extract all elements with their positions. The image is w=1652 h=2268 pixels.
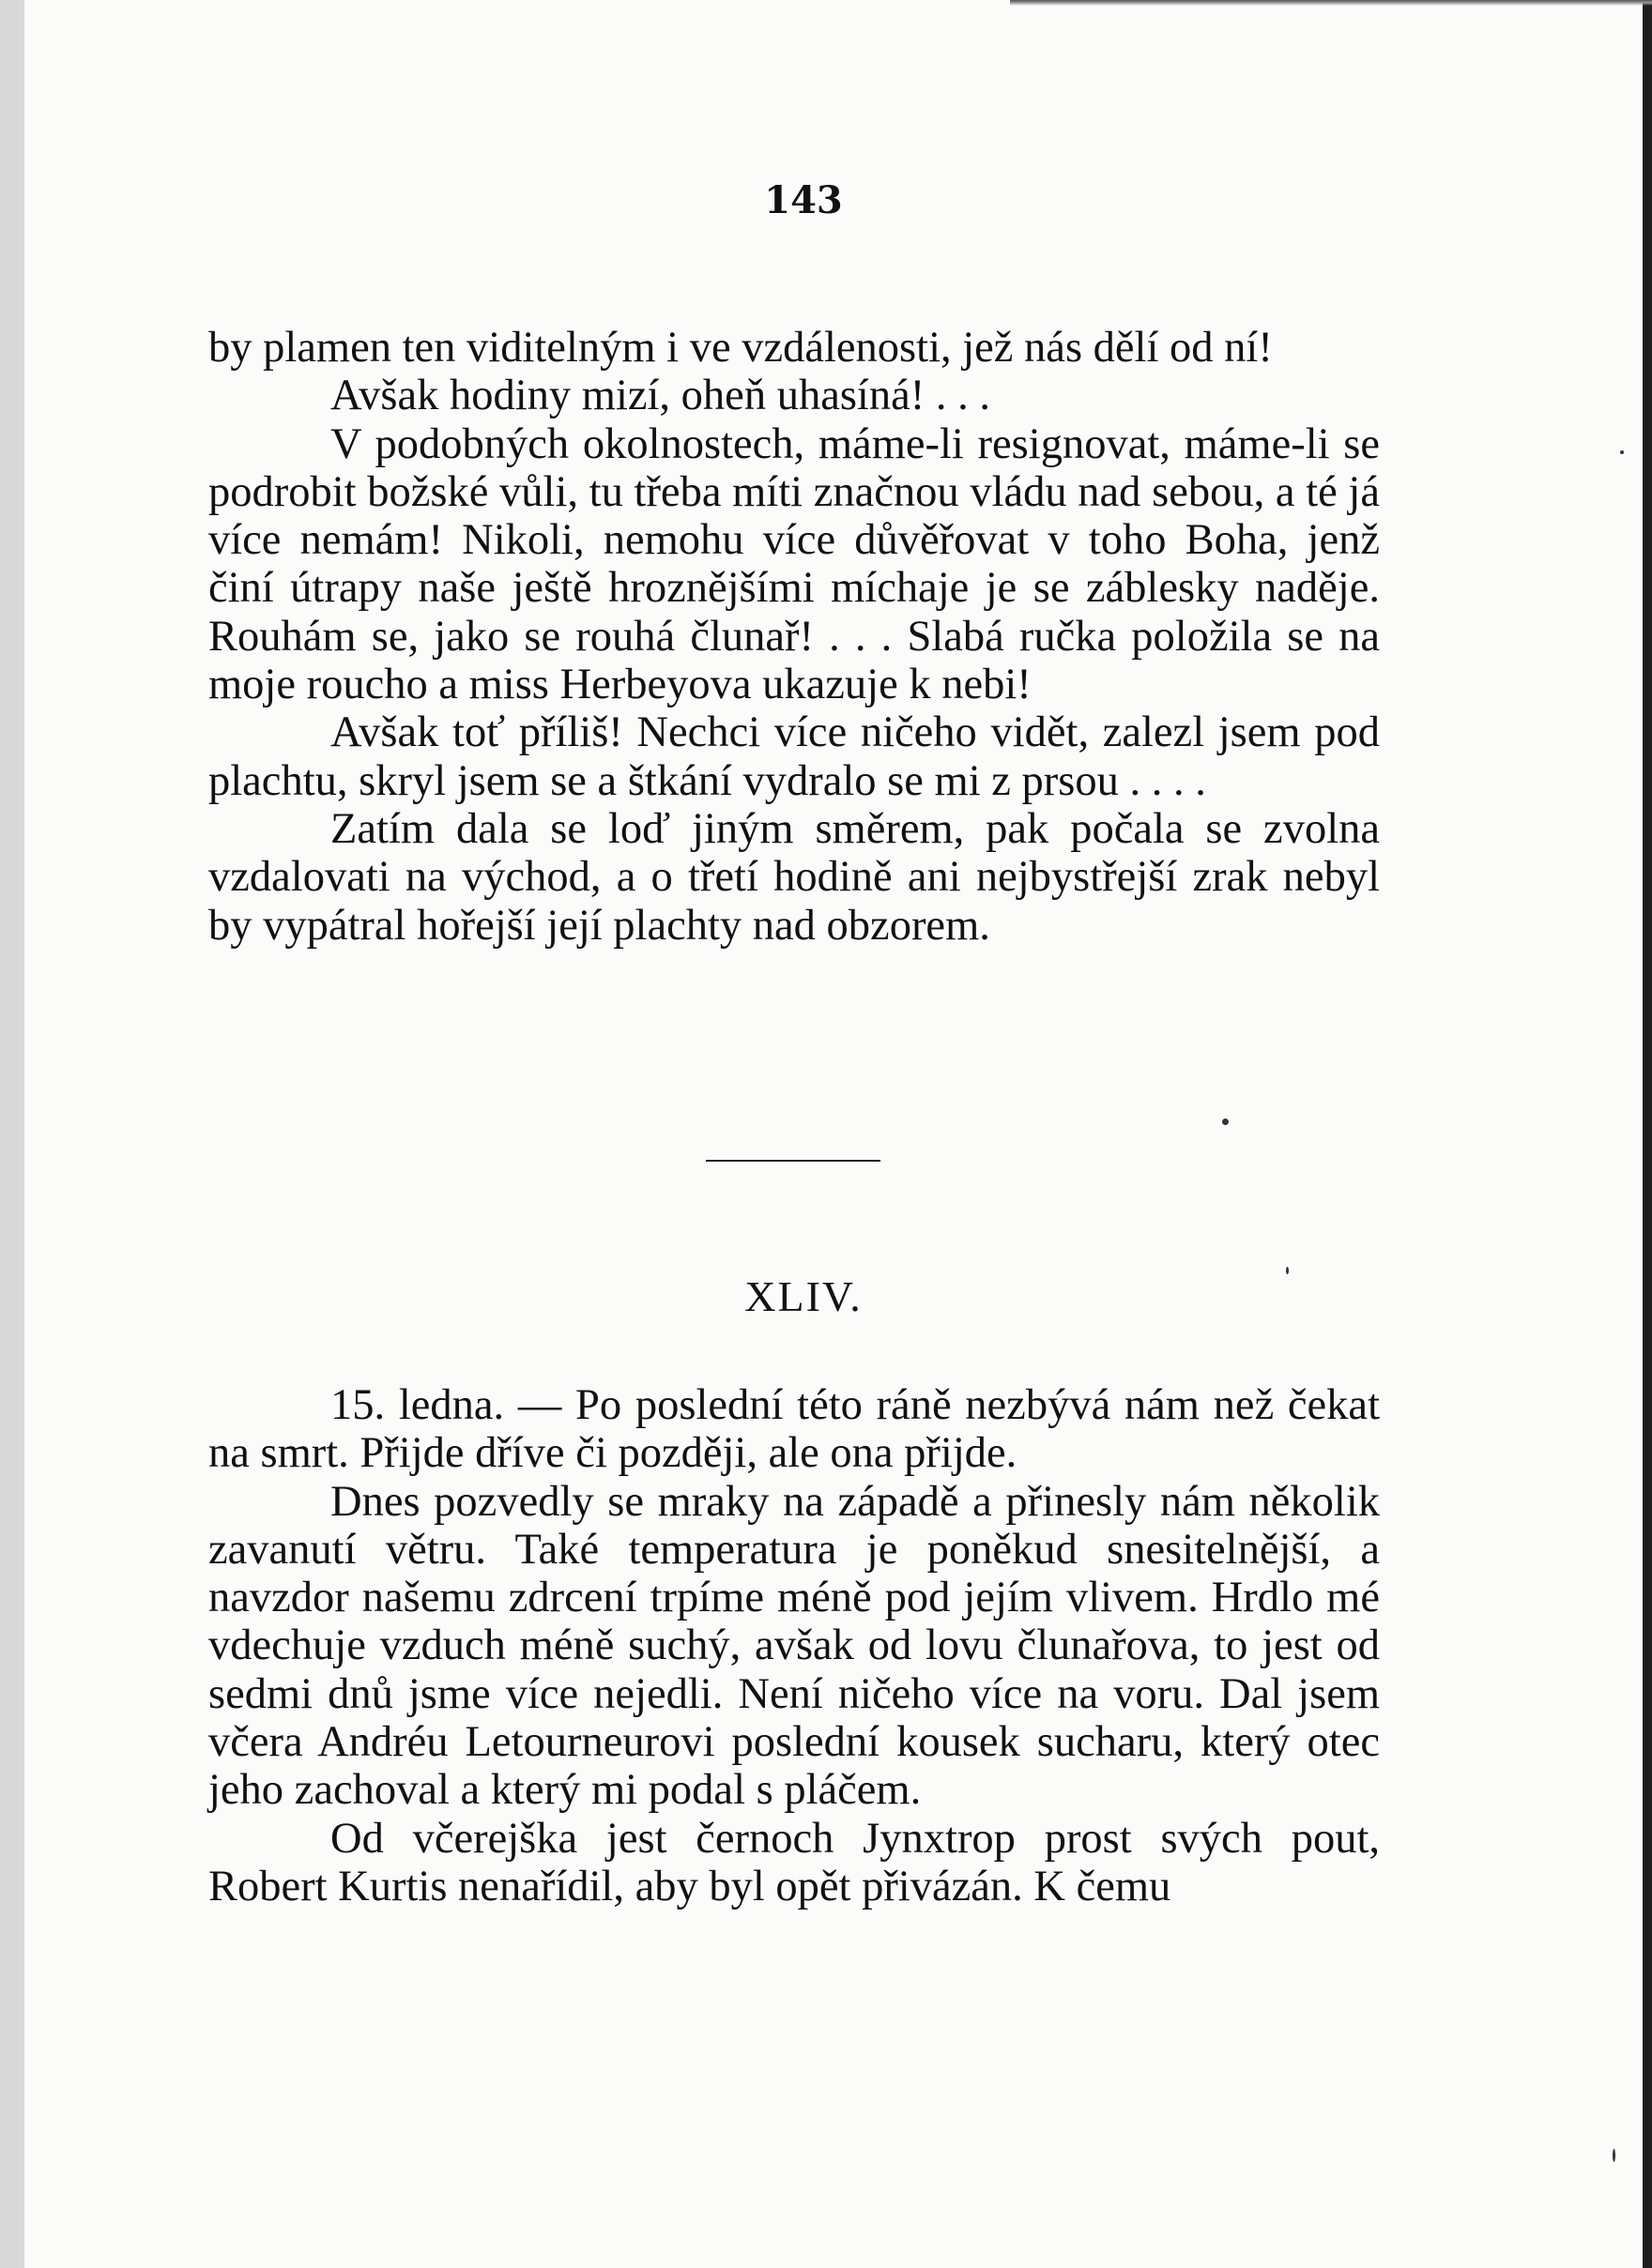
- print-speck: [1222, 1119, 1229, 1125]
- page-edge-shadow: [1010, 0, 1652, 6]
- section-divider: [706, 1160, 880, 1162]
- print-speck: [1613, 2149, 1615, 2162]
- paragraph: 15. ledna. — Po poslední této ráně nezbývá nám než čekat na smrt. Přijde dříve či později, ale ona přijde.: [208, 1381, 1380, 1478]
- print-speck: [1620, 450, 1624, 454]
- paragraph: by plamen ten viditelným i ve vzdálenosti, jež nás dělí od ní!: [208, 324, 1273, 372]
- paragraph: Zatím dala se loď jiným směrem, pak počala se zvolna vzdalovati na východ, a o třetí hodině ani nejbystřejší zrak nebyl by vypátral hořejší její plachty nad obzorem.: [208, 804, 1380, 950]
- paragraph: Dnes pozvedly se mraky na západě a přinesly nám několik zavanutí větru. Také temperatura je poněkud snesitelnější, a navzdor našemu zdrcení trpíme méně pod jejím vlivem. Hrdlo mé vdechuje vzduch méně suchý, avšak od lovu člunařova, to jest od sedmi dnů jsme více nejedli. Není ničeho více na voru. Dal jsem včera Andréu Letourneurovi poslední kousek sucharu, který otec jeho zachoval a který mi podal s pláčem.: [208, 1477, 1380, 1815]
- paragraph: Avšak toť příliš! Nechci více ničeho vidět, zalezl jsem pod plachtu, skryl jsem se a štkání vydralo se mi z prsou . . . .: [208, 708, 1380, 805]
- paragraph: Avšak hodiny mizí, oheň uhasíná! . . .: [330, 372, 990, 420]
- print-speck: [1286, 1267, 1289, 1274]
- page-number: 143: [764, 178, 843, 222]
- paragraph: V podobných okolnostech, máme-li resignovat, máme-li se podrobit božské vůli, tu třeba míti značnou vládu nad sebou, a té já více nemám! Nikoli, nemohu více důvěřovat v toho Boha, jenž činí útrapy naše ještě hroznějšími míchaje je se záblesky naděje. Rouhám se, jako se rouhá člunař! . . . Slabá ručka položila se na moje roucho a miss Herbeyova ukazuje k nebi!: [208, 419, 1380, 709]
- chapter-heading: XLIV.: [744, 1272, 863, 1320]
- paragraph: Od včerejška jest černoch Jynxtrop prost svých pout, Robert Kurtis nenařídil, aby byl opět přivázán. K čemu: [208, 1814, 1380, 1910]
- text-block-lower: [208, 1381, 1380, 1910]
- text-block-upper: [208, 324, 1380, 950]
